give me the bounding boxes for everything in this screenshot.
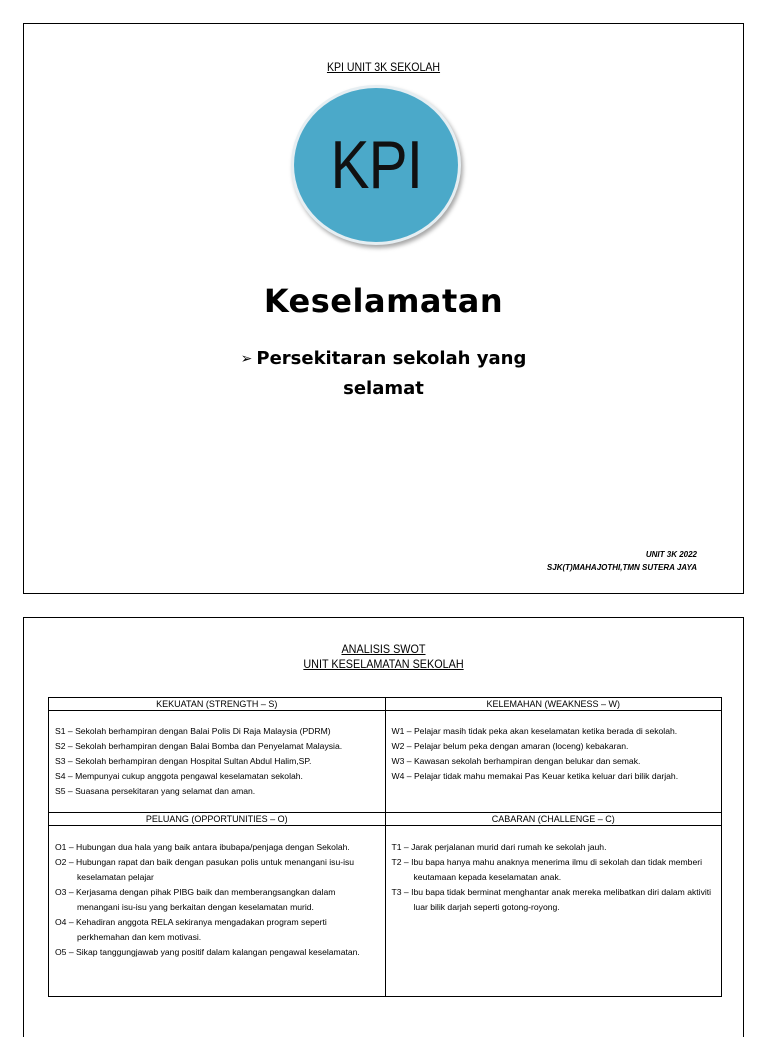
weakness-cell	[385, 711, 722, 813]
cover-footer	[547, 548, 697, 574]
weakness-item: W2 – Pelajar belum peka dengan amaran (loceng) kebakaran.	[391, 741, 629, 751]
challenge-cell	[385, 826, 722, 997]
bullet-block	[24, 344, 743, 404]
strength-item: S4 – Mempunyai cukup anggota pengawal keselamatan sekolah.	[55, 771, 303, 781]
cover-page	[23, 23, 744, 594]
swot-page	[23, 617, 744, 1037]
footer-school: SJK(T)MAHAJOTHI,TMN SUTERA JAYA	[546, 563, 697, 572]
kpi-logo-circle	[294, 88, 458, 242]
weakness-item: W3 – Kawasan sekolah berhampiran dengan belukar dan semak.	[391, 756, 641, 766]
cover-heading: KPI UNIT 3K SEKOLAH	[326, 60, 441, 74]
opportunities-cell	[49, 826, 386, 997]
weakness-header: KELEMAHAN (WEAKNESS – W)	[385, 698, 722, 711]
challenge-header: CABARAN (CHALLENGE – C)	[385, 813, 722, 826]
swot-heading-line2: UNIT KESELAMATAN SEKOLAH	[303, 657, 464, 671]
strength-item: S5 – Suasana persekitaran yang selamat dan aman.	[55, 786, 256, 796]
opportunity-item: O4 – Kehadiran anggota RELA sekiranya mengadakan program seperti perkhemahan dan kem motivasi.	[55, 917, 327, 942]
strength-cell	[49, 711, 386, 813]
bullet-text-line2: selamat	[343, 378, 424, 399]
opportunity-item: O1 – Hubungan dua hala yang baik antara ibubapa/penjaga dengan Sekolah.	[55, 842, 350, 852]
opportunity-item: O2 – Hubungan rapat dan baik dengan pasukan polis untuk menangani isu-isu keselamatan pelajar	[55, 857, 355, 882]
footer-unit: UNIT 3K 2022	[645, 550, 697, 559]
swot-heading-line1: ANALISIS SWOT	[341, 642, 426, 656]
bullet-text-line1: Persekitaran sekolah yang	[256, 348, 527, 369]
page-title: Keselamatan	[263, 282, 504, 320]
strength-item: S2 – Sekolah berhampiran dengan Balai Bomba dan Penyelamat Malaysia.	[55, 741, 343, 751]
strength-item: S1 – Sekolah berhampiran dengan Balai Polis Di Raja Malaysia (PDRM)	[55, 726, 331, 736]
opportunity-item: O5 – Sikap tanggungjawab yang positif dalam kalangan pengawal keselamatan.	[55, 947, 360, 957]
weakness-item: W4 – Pelajar tidak mahu memakai Pas Keuar ketika keluar dari bilik darjah.	[391, 771, 679, 781]
strength-header: KEKUATAN (STRENGTH – S)	[49, 698, 386, 711]
challenge-item: T2 – Ibu bapa hanya mahu anaknya menerima ilmu di sekolah dan tidak memberi keutamaan kepada keselamatan anak.	[391, 857, 703, 882]
bullet-line	[24, 344, 743, 374]
weakness-item: W1 – Pelajar masih tidak peka akan keselamatan ketika berada di sekolah.	[391, 726, 678, 736]
opportunities-header: PELUANG (OPPORTUNITIES – O)	[49, 813, 386, 826]
swot-heading	[60, 642, 707, 672]
challenge-item: T3 – Ibu bapa tidak berminat menghantar anak mereka melibatkan diri dalam aktiviti luar bilik darjah seperti gotong-royong.	[391, 887, 712, 912]
strength-item: S3 – Sekolah berhampiran dengan Hospital Sultan Abdul Halim,SP.	[55, 756, 312, 766]
kpi-logo-text: KPI	[330, 127, 422, 203]
opportunity-item: O3 – Kerjasama dengan pihak PIBG baik dan memberangsangkan dalam menangani isu-isu yang berkaitan dengan keselamatan murid.	[55, 887, 336, 912]
arrow-bullet-icon: ➢	[240, 351, 253, 367]
challenge-item: T1 – Jarak perjalanan murid dari rumah ke sekolah jauh.	[391, 842, 607, 852]
swot-table	[48, 697, 722, 997]
